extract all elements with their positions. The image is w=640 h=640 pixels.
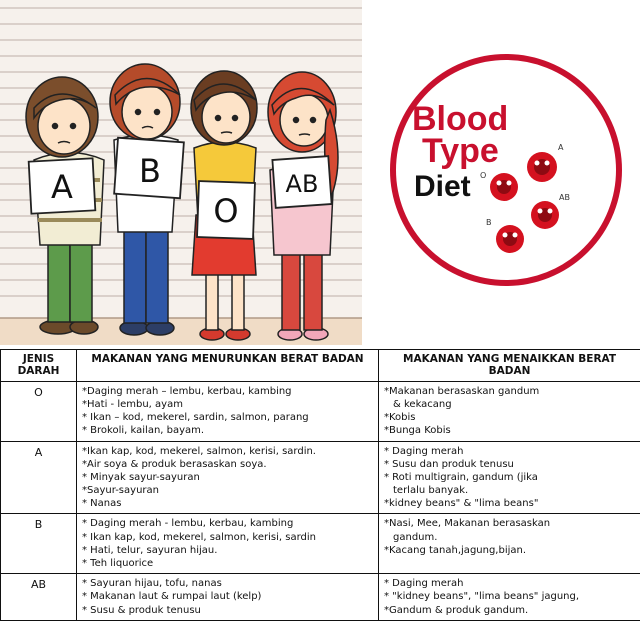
blood-type-illustration [0, 0, 362, 345]
lose-weight-foods-cell [77, 514, 379, 574]
food-item: *kidney beans" & "lima beans" [384, 498, 539, 510]
lose-weight-foods-cell [77, 441, 379, 514]
character-b [110, 64, 180, 335]
food-item: * Nanas [82, 498, 122, 510]
svg-text:A: A [558, 143, 564, 152]
food-item: terlalu banyak. [393, 485, 469, 497]
food-item: *Nasi, Mee, Makanan berasaskan [384, 518, 551, 530]
logo-title-type: Type [422, 132, 499, 170]
card-o-label: O [213, 192, 239, 230]
gain-weight-foods-cell [379, 441, 640, 514]
food-item: *Air soya & produk berasaskan soya. [82, 458, 267, 470]
header-lose-weight-foods: MAKANAN YANG MENURUNKAN BERAT BADAN [77, 350, 379, 382]
food-item: *Makanan berasaskan gandum [384, 385, 540, 397]
food-item: *Daging merah – lembu, kerbau, kambing [82, 385, 292, 397]
card-b-label: B [139, 152, 161, 190]
food-item: * Ikan kap, kod, mekerel, salmon, kerisi, sardin [82, 531, 316, 543]
table-row [1, 381, 640, 441]
food-item: * Brokoli, kailan, bayam. [82, 425, 205, 437]
food-item: *Kobis [384, 412, 416, 424]
police-lineup-drawing [0, 0, 362, 345]
lose-weight-foods-cell [77, 574, 379, 621]
logo-title-blood: Blood [412, 100, 509, 138]
table-row [1, 574, 640, 621]
card-a [29, 158, 96, 213]
blood-type-cell: B [1, 514, 77, 574]
table-row [1, 514, 640, 574]
food-item: * Daging merah [384, 578, 464, 590]
gain-weight-foods-cell [379, 574, 640, 621]
food-item: * Hati, telur, sayuran hijau. [82, 544, 218, 556]
food-item: & kekacang [393, 398, 452, 410]
logo-title-diet: Diet [414, 170, 471, 203]
card-ab [272, 156, 331, 208]
card-a-label: A [51, 168, 73, 206]
blood-type-diet-table [0, 349, 640, 640]
gain-weight-foods-cell [379, 514, 640, 574]
food-item: * Daging merah - lembu, kerbau, kambing [82, 518, 294, 530]
food-item: *Gandum & produk gandum. [384, 604, 529, 616]
food-item: * Roti multigrain, gandum (jika [384, 471, 538, 483]
food-item: *Hati - lembu, ayam [82, 398, 183, 410]
svg-text:B: B [486, 218, 492, 227]
food-item: *Kacang tanah,jagung,bijan. [384, 544, 527, 556]
food-item: * Susu & produk tenusu [82, 604, 201, 616]
food-item: * Daging merah [384, 445, 464, 457]
header-blood-type: JENIS DARAH [1, 350, 77, 382]
blood-type-cell: AB [1, 574, 77, 621]
table-body [1, 381, 640, 620]
food-item: * Sayuran hijau, tofu, nanas [82, 578, 222, 590]
table-row [1, 441, 640, 514]
card-ab-label: AB [285, 170, 319, 198]
food-item: * "kidney beans", "lima beans" jagung, [384, 591, 580, 603]
table-header-row [1, 350, 640, 382]
card-o [197, 181, 255, 239]
blood-type-diet-logo [378, 52, 634, 288]
header-gain-weight-foods: MAKANAN YANG MENAIKKAN BERAT BADAN [379, 350, 640, 382]
food-item: *Bunga Kobis [384, 425, 451, 437]
food-item: * Minyak sayur-sayuran [82, 471, 200, 483]
food-item: *Sayur-sayuran [82, 485, 159, 497]
food-item: * Makanan laut & rumpai laut (kelp) [82, 591, 262, 603]
lose-weight-foods-cell [77, 381, 379, 441]
card-b [114, 138, 184, 198]
svg-text:O: O [480, 171, 487, 180]
food-item: * Teh liquorice [82, 558, 154, 569]
food-item: * Susu dan produk tenusu [384, 458, 514, 470]
gain-weight-foods-cell [379, 381, 640, 441]
svg-text:AB: AB [559, 193, 570, 202]
blood-type-cell: O [1, 381, 77, 441]
food-item: *Ikan kap, kod, mekerel, salmon, kerisi, sardin. [82, 445, 316, 457]
food-item: gandum. [393, 531, 438, 543]
blood-type-cell: A [1, 441, 77, 514]
food-item: * Ikan – kod, mekerel, sardin, salmon, parang [82, 412, 309, 424]
